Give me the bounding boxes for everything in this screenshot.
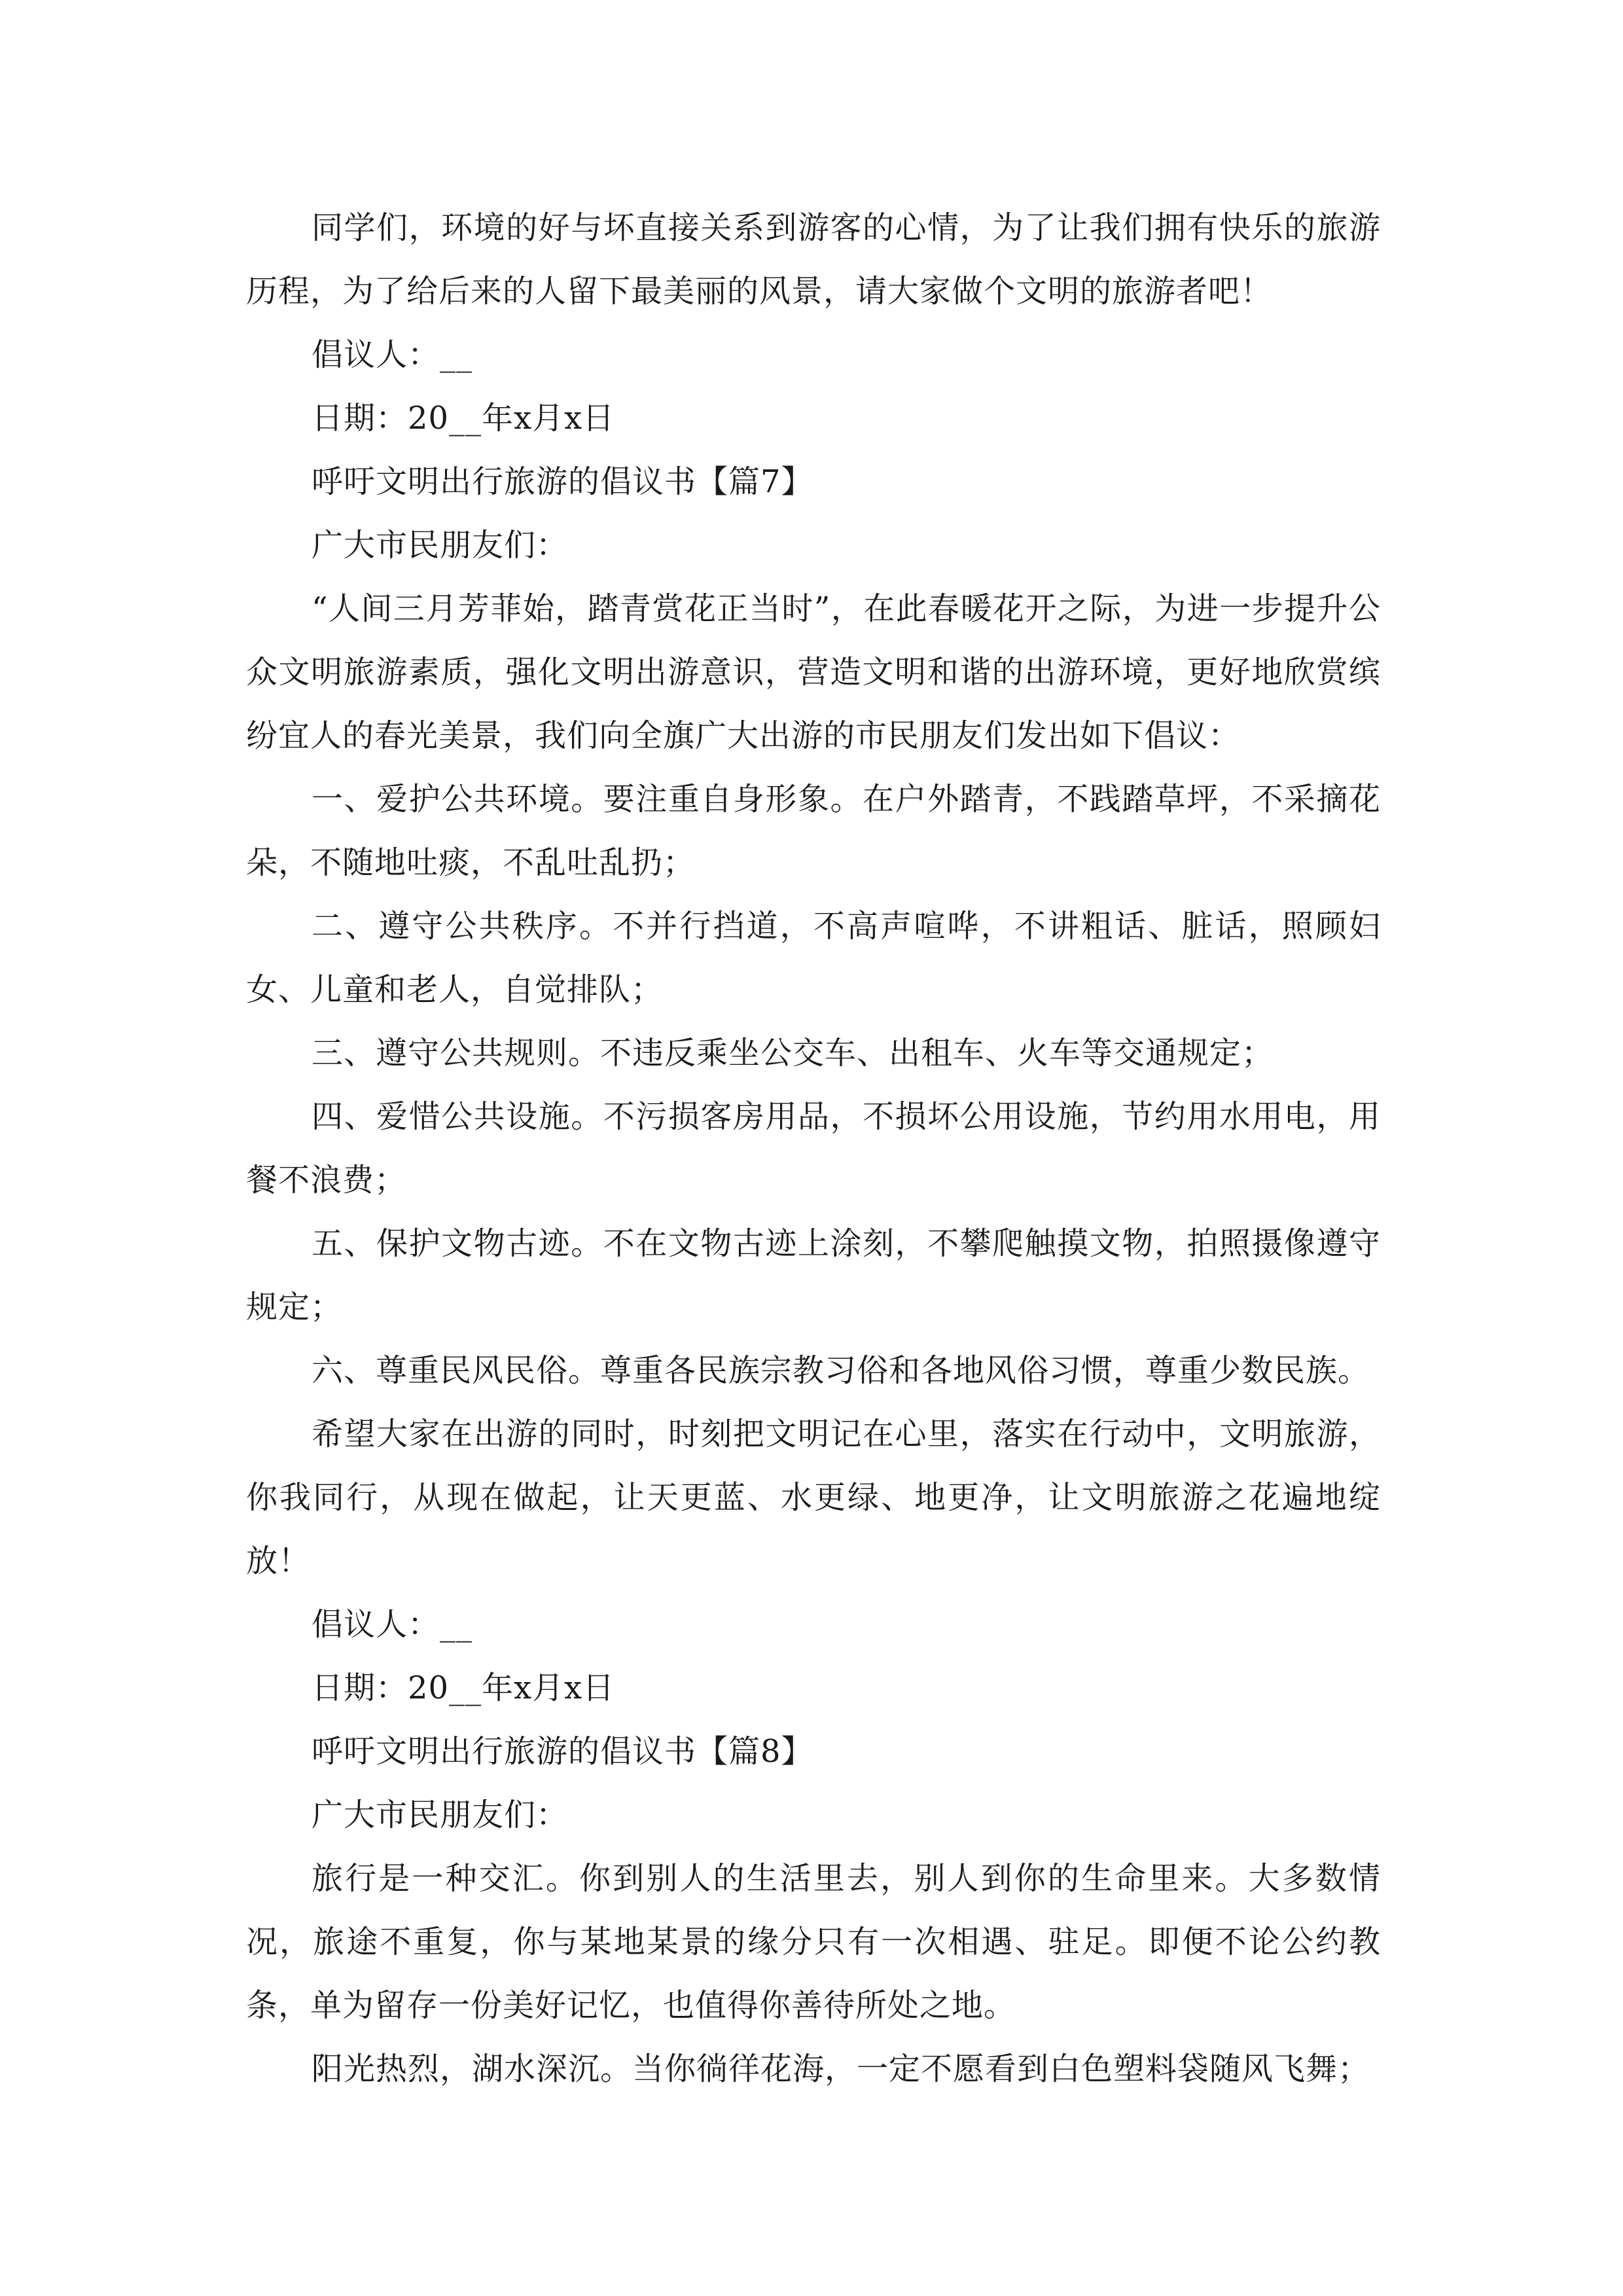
proposer-line: 倡议人：__: [312, 336, 473, 373]
proposer-line: 倡议人：__: [312, 1606, 473, 1643]
date-line: 日期：20__年x月x日: [312, 1670, 615, 1706]
section-heading-7: 呼吁文明出行旅游的倡议书【篇7】: [312, 463, 813, 500]
paragraph-closing-appeal: 同学们，环境的好与坏直接关系到游客的心情，为了让我们拥有快乐的旅游历程，为了给后来的人留下最美丽的风景，请大家做个文明的旅游者吧！: [246, 209, 1381, 310]
document-body: [246, 196, 1381, 2101]
proposal-item-6: 六、尊重民风民俗。尊重各民族宗教习俗和各地风俗习惯，尊重少数民族。: [312, 1352, 1370, 1389]
paragraph-travel: 旅行是一种交汇。你到别人的生活里去，别人到你的生命里来。大多数情况，旅途不重复，你与某地某景的缘分只有一次相遇、驻足。即便不论公约教条，单为留存一份美好记忆，也值得你善待所处之地。: [246, 1860, 1381, 2024]
proposal-item-2: 二、遵守公共秩序。不并行挡道，不高声喧哗，不讲粗话、脏话，照顾妇女、儿童和老人，自觉排队；: [246, 908, 1381, 1008]
proposal-item-5: 五、保护文物古迹。不在文物古迹上涂刻，不攀爬触摸文物，拍照摄像遵守规定；: [246, 1225, 1381, 1325]
paragraph-sunshine: 阳光热烈，湖水深沉。当你徜徉花海，一定不愿看到白色塑料袋随风飞舞；: [312, 2051, 1370, 2087]
date-line: 日期：20__年x月x日: [312, 400, 615, 437]
salutation: 广大市民朋友们：: [312, 527, 569, 564]
proposal-item-4: 四、爱惜公共设施。不污损客房用品，不损坏公用设施，节约用水用电，用餐不浪费；: [246, 1098, 1381, 1198]
salutation: 广大市民朋友们：: [312, 1797, 569, 1833]
proposal-item-3: 三、遵守公共规则。不违反乘坐公交车、出租车、火车等交通规定；: [312, 1035, 1274, 1071]
proposal-item-1: 一、爱护公共环境。要注重自身形象。在户外踏青，不践踏草坪，不采摘花朵，不随地吐痰，不乱吐乱扔；: [246, 781, 1381, 881]
paragraph-hope: 希望大家在出游的同时，时刻把文明记在心里，落实在行动中，文明旅游，你我同行，从现在做起，让天更蓝、水更绿、地更净，让文明旅游之花遍地绽放！: [246, 1416, 1381, 1579]
section-heading-8: 呼吁文明出行旅游的倡议书【篇8】: [312, 1733, 813, 1770]
paragraph-intro: “人间三月芳菲始，踏青赏花正当时”，在此春暖花开之际，为进一步提升公众文明旅游素质，强化文明出游意识，营造文明和谐的出游环境，更好地欣赏缤纷宜人的春光美景，我们向全旗广大出游的市民朋友们发出如下倡议：: [246, 590, 1381, 754]
